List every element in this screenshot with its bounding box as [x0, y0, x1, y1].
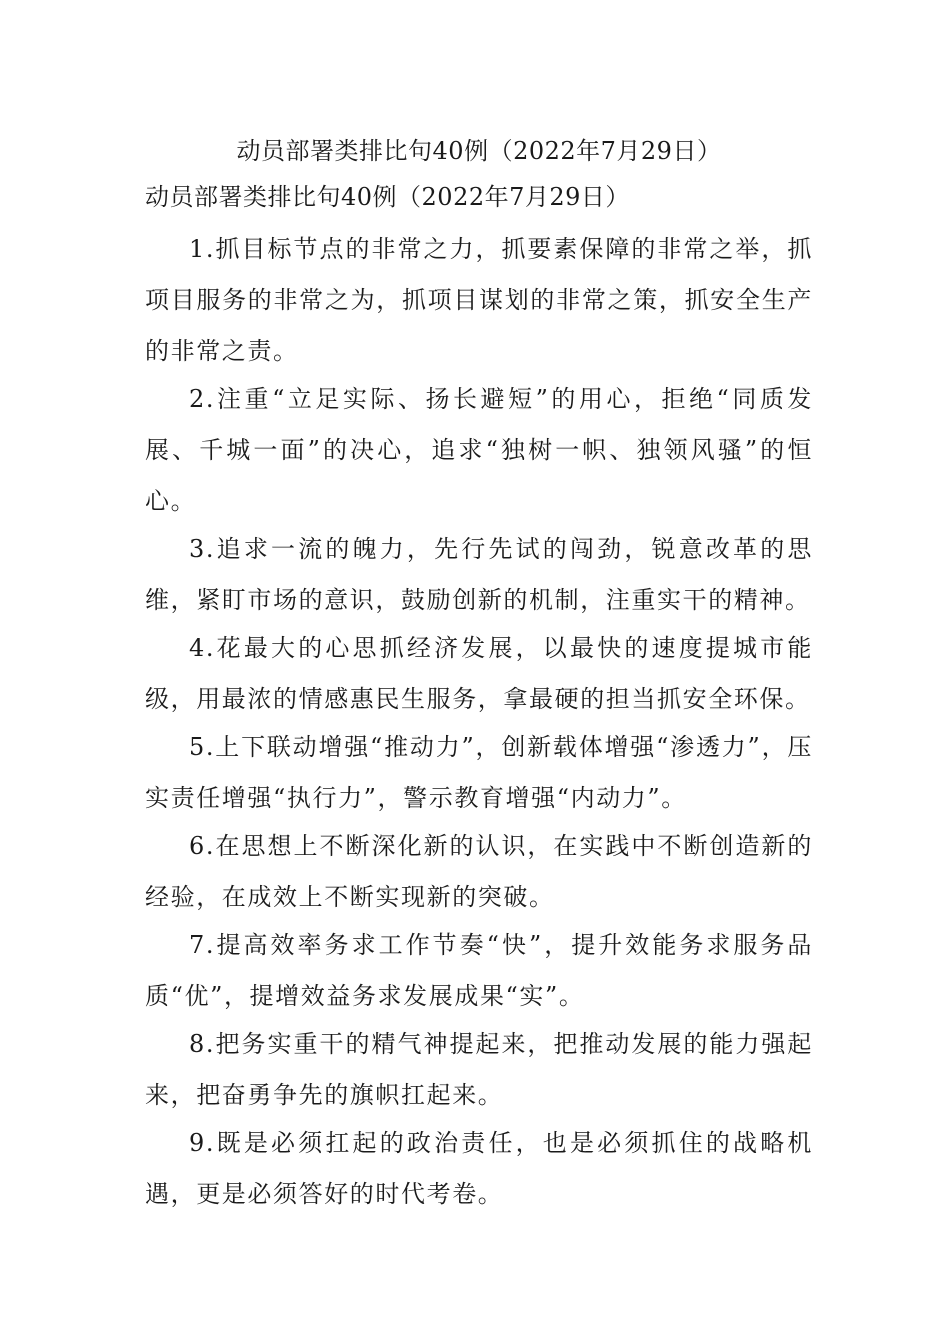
document-body — [145, 128, 813, 1220]
document-title: 动员部署类排比句40例（2022年7月29日） — [236, 137, 722, 165]
list-item: 8.把务实重干的精气神提起来，把推动发展的能力强起来，把奋勇争先的旗帜扛起来。 — [145, 1030, 813, 1109]
list-item: 7.提高效率务求工作节奏“快”，提升效能务求服务品质“优”，提增效益务求发展成果“实”。 — [145, 931, 813, 1010]
list-item: 6.在思想上不断深化新的认识，在实践中不断创造新的经验，在成效上不断实现新的突破。 — [145, 832, 813, 911]
list-item: 4.花最大的心思抓经济发展，以最快的速度提城市能级，用最浓的情感惠民生服务，拿最硬的担当抓安全环保。 — [145, 634, 813, 713]
list-item: 3.追求一流的魄力，先行先试的闯劲，锐意改革的思维，紧盯市场的意识，鼓励创新的机制，注重实干的精神。 — [145, 535, 813, 614]
list-item: 9.既是必须扛起的政治责任，也是必须抓住的战略机遇，更是必须答好的时代考卷。 — [145, 1129, 813, 1208]
list-item: 1.抓目标节点的非常之力，抓要素保障的非常之举，抓项目服务的非常之为，抓项目谋划的非常之策，抓安全生产的非常之责。 — [145, 235, 813, 365]
document-subtitle: 动员部署类排比句40例（2022年7月29日） — [145, 183, 630, 211]
item-list — [145, 224, 813, 1220]
list-item: 5.上下联动增强“推动力”，创新载体增强“渗透力”，压实责任增强“执行力”，警示教育增强“内动力”。 — [145, 733, 813, 812]
list-item: 2.注重“立足实际、扬长避短”的用心，拒绝“同质发展、千城一面”的决心，追求“独树一帜、独领风骚”的恒心。 — [145, 385, 813, 515]
